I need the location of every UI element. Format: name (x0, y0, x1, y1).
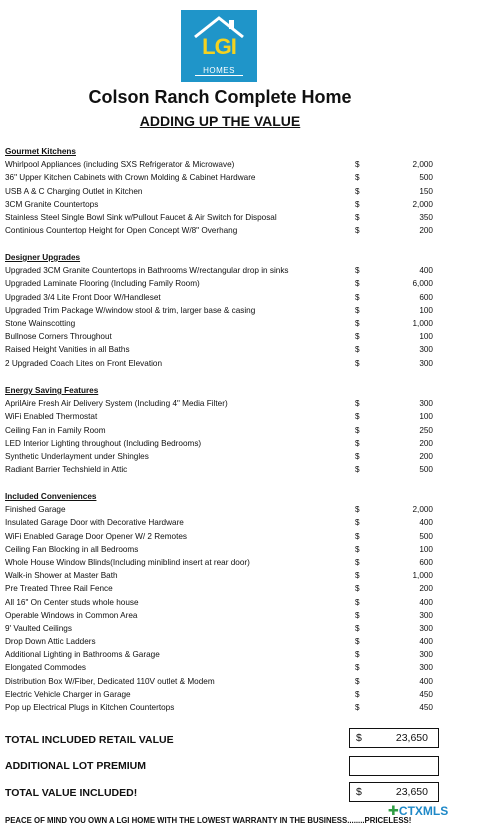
line-item-label: 3CM Granite Countertops (5, 199, 99, 209)
line-item-amount: 500 (419, 173, 433, 183)
line-item-amount: 400 (419, 676, 433, 686)
line-item-currency: $ (355, 399, 360, 409)
line-item-currency: $ (355, 637, 360, 647)
line-item-label: 2 Upgraded Coach Lites on Front Elevation (5, 358, 163, 368)
line-item-amount: 600 (419, 557, 433, 567)
lot-premium-box (349, 756, 439, 776)
line-item-amount: 100 (419, 332, 433, 342)
line-item (5, 291, 445, 304)
total-retail-label: TOTAL INCLUDED RETAIL VALUE (5, 734, 174, 746)
line-item (5, 596, 445, 609)
line-item-amount: 450 (419, 703, 433, 712)
line-item-amount: 1,000 (412, 318, 433, 328)
line-item-label: 36" Upper Kitchen Cabinets with Crown Molding & Cabinet Hardware (5, 173, 256, 183)
line-item-label: Upgraded 3/4 Lite Front Door W/Handleset (5, 292, 161, 302)
line-item-label: Radiant Barrier Techshield in Attic (5, 465, 128, 475)
line-item (5, 330, 445, 343)
line-item-label: Walk-in Shower at Master Bath (5, 571, 118, 581)
page-title: Colson Ranch Complete Home (88, 87, 352, 107)
line-item-amount: 200 (419, 584, 433, 594)
footer-text: PEACE OF MIND YOU OWN A LGI HOME WITH THE LOWEST WARRANTY IN THE BUSINESS........PRICELESS! (5, 816, 412, 825)
section-heading: Included Conveniences (5, 492, 97, 501)
line-item-currency: $ (355, 465, 360, 475)
lot-premium-label: ADDITIONAL LOT PREMIUM (5, 760, 146, 772)
line-item-currency: $ (355, 584, 360, 594)
line-item-label: Whirlpool Appliances (including SXS Refrigerator & Microwave) (5, 160, 235, 170)
section-heading: Designer Upgrades (5, 253, 81, 262)
line-item-amount: 500 (419, 531, 433, 541)
total-value-amount: 23,650 (395, 786, 428, 798)
line-item (5, 622, 445, 635)
line-item-currency: $ (355, 160, 360, 170)
line-item-label: Raised Height Vanities in all Baths (5, 345, 130, 355)
line-item-label: LED Interior Lighting throughout (Including Bedrooms) (5, 438, 202, 448)
line-item-label: WiFi Enabled Garage Door Opener W/ 2 Remotes (5, 531, 188, 541)
line-item (5, 569, 445, 582)
line-item (5, 357, 445, 370)
line-item-currency: $ (355, 663, 360, 673)
line-item (5, 410, 445, 423)
line-item-currency: $ (355, 266, 360, 276)
line-item-label: Upgraded 3CM Granite Countertops in Bathrooms W/rectangular drop in sinks (5, 266, 289, 276)
line-item-currency: $ (355, 199, 360, 209)
line-item (5, 224, 445, 237)
line-item-amount: 200 (419, 451, 433, 461)
line-item-currency: $ (355, 305, 360, 315)
line-item-label: Continious Countertop Height for Open Concept W/8" Overhang (5, 226, 238, 236)
line-item (5, 609, 445, 622)
line-item (5, 675, 445, 688)
total-value-box (349, 782, 439, 802)
line-item (5, 543, 445, 556)
line-item-label: All 16" On Center studs whole house (5, 597, 139, 607)
line-item (5, 701, 445, 714)
total-retail-currency: $ (356, 732, 362, 744)
line-item (5, 304, 445, 317)
line-item-currency: $ (355, 332, 360, 342)
line-item (5, 264, 445, 277)
line-item-label: USB A & C Charging Outlet in Kitchen (5, 186, 143, 196)
line-item (5, 556, 445, 569)
line-item-currency: $ (355, 676, 360, 686)
line-item-amount: 100 (419, 412, 433, 422)
line-item-currency: $ (355, 531, 360, 541)
line-item-currency: $ (355, 650, 360, 660)
line-item-currency: $ (355, 212, 360, 222)
lgi-homes-logo (181, 10, 257, 82)
line-item-amount: 2,000 (412, 199, 433, 209)
section-energy-saving-features (5, 384, 445, 476)
line-item-currency: $ (355, 518, 360, 528)
line-item-label: Ceiling Fan Blocking in all Bedrooms (5, 544, 139, 554)
line-item-currency: $ (355, 279, 360, 289)
line-item-amount: 300 (419, 650, 433, 660)
line-item-amount: 300 (419, 345, 433, 355)
line-item-currency: $ (355, 597, 360, 607)
line-item (5, 635, 445, 648)
line-item-currency: $ (355, 689, 360, 699)
line-item-amount: 600 (419, 292, 433, 302)
section-included-conveniences (5, 490, 445, 714)
line-item-label: Stone Wainscotting (5, 318, 76, 328)
line-item-amount: 400 (419, 597, 433, 607)
line-item-amount: 400 (419, 518, 433, 528)
line-item-currency: $ (355, 544, 360, 554)
line-item (5, 503, 445, 516)
page-subtitle: ADDING UP THE VALUE (139, 113, 301, 129)
line-item-label: 9' Vaulted Ceilings (5, 623, 72, 633)
line-item-label: Finished Garage (5, 505, 66, 515)
line-item-currency: $ (355, 451, 360, 461)
line-item (5, 397, 445, 410)
line-item-currency: $ (355, 438, 360, 448)
line-item (5, 450, 445, 463)
line-item-label: Pre Treated Three Rail Fence (5, 584, 113, 594)
line-item (5, 277, 445, 290)
line-item (5, 661, 445, 674)
section-gourmet-kitchens (5, 145, 445, 237)
line-item-label: Drop Down Attic Ladders (5, 637, 96, 647)
line-item-label: Upgraded Laminate Flooring (Including Family Room) (5, 279, 200, 289)
line-item-label: Operable Windows in Common Area (5, 610, 138, 620)
total-retail-box (349, 728, 439, 748)
line-item-amount: 300 (419, 610, 433, 620)
line-item (5, 530, 445, 543)
line-item-currency: $ (355, 318, 360, 328)
section-designer-upgrades (5, 251, 445, 370)
line-item (5, 463, 445, 476)
line-item-currency: $ (355, 571, 360, 581)
line-item-amount: 400 (419, 266, 433, 276)
line-item-label: Distribution Box W/Fiber, Dedicated 110V outlet & Modem (5, 676, 215, 686)
line-item-amount: 500 (419, 465, 433, 475)
line-item (5, 317, 445, 330)
line-item-label: Insulated Garage Door with Decorative Hardware (5, 518, 184, 528)
line-item-currency: $ (355, 610, 360, 620)
line-item-label: Stainless Steel Single Bowl Sink w/Pullout Faucet & Air Switch for Disposal (5, 212, 277, 222)
line-item-amount: 6,000 (412, 279, 433, 289)
section-heading: Gourmet Kitchens (5, 147, 76, 156)
line-item-amount: 300 (419, 623, 433, 633)
line-item-label: Synthetic Underlayment under Shingles (5, 451, 149, 461)
line-item-currency: $ (355, 703, 360, 712)
line-item-currency: $ (355, 292, 360, 302)
line-item-label: Additional Lighting in Bathrooms & Garage (5, 650, 160, 660)
line-item (5, 343, 445, 356)
line-item-currency: $ (355, 425, 360, 435)
line-item-label: Bullnose Corners Throughout (5, 332, 112, 342)
line-item-currency: $ (355, 358, 360, 368)
ctxmls-text: CTXMLS (398, 804, 449, 818)
line-item-amount: 300 (419, 663, 433, 673)
line-item-amount: 250 (419, 425, 433, 435)
line-item (5, 158, 445, 171)
line-item-amount: 200 (419, 226, 433, 236)
line-item-currency: $ (355, 557, 360, 567)
line-item-label: AprilAire Fresh Air Delivery System (Including 4" Media Filter) (5, 399, 228, 409)
line-item-amount: 1,000 (412, 571, 433, 581)
total-value-label: TOTAL VALUE INCLUDED! (5, 787, 138, 799)
line-item (5, 516, 445, 529)
line-item-amount: 2,000 (412, 160, 433, 170)
line-item-label: Upgraded Trim Package W/window stool & trim, larger base & casing (5, 305, 256, 315)
line-item-currency: $ (355, 173, 360, 183)
ctxmls-mark-icon: ✚ (388, 803, 399, 818)
line-item-amount: 350 (419, 212, 433, 222)
line-item (5, 437, 445, 450)
line-item-currency: $ (355, 186, 360, 196)
line-item-amount: 150 (419, 186, 433, 196)
line-item (5, 582, 445, 595)
section-heading: Energy Saving Features (5, 386, 99, 395)
total-value-currency: $ (356, 786, 362, 798)
line-item (5, 198, 445, 211)
line-item-amount: 100 (419, 305, 433, 315)
line-item-amount: 100 (419, 544, 433, 554)
line-item-label: Electric Vehicle Charger in Garage (5, 689, 131, 699)
line-item-amount: 2,000 (412, 505, 433, 515)
line-item-label: Whole House Window Blinds(Including miniblind insert at rear door) (5, 557, 250, 567)
line-item-label: Pop up Electrical Plugs in Kitchen Countertops (5, 703, 175, 712)
line-item (5, 648, 445, 661)
line-item (5, 688, 445, 701)
line-item-label: Elongated Commodes (5, 663, 87, 673)
logo-sub: HOMES (195, 66, 243, 76)
line-item-currency: $ (355, 412, 360, 422)
line-item (5, 185, 445, 198)
line-item-amount: 300 (419, 358, 433, 368)
line-item-label: Ceiling Fan in Family Room (5, 425, 106, 435)
line-item (5, 424, 445, 437)
line-item (5, 211, 445, 224)
line-item-amount: 400 (419, 637, 433, 647)
line-item-amount: 200 (419, 438, 433, 448)
line-item-currency: $ (355, 505, 360, 515)
line-item-currency: $ (355, 345, 360, 355)
total-retail-amount: 23,650 (395, 732, 428, 744)
line-item (5, 171, 445, 184)
logo-brand: LGI (202, 34, 236, 59)
line-item-label: WiFi Enabled Thermostat (5, 412, 98, 422)
line-item-amount: 300 (419, 399, 433, 409)
line-item-amount: 450 (419, 689, 433, 699)
line-item-currency: $ (355, 226, 360, 236)
line-item-currency: $ (355, 623, 360, 633)
